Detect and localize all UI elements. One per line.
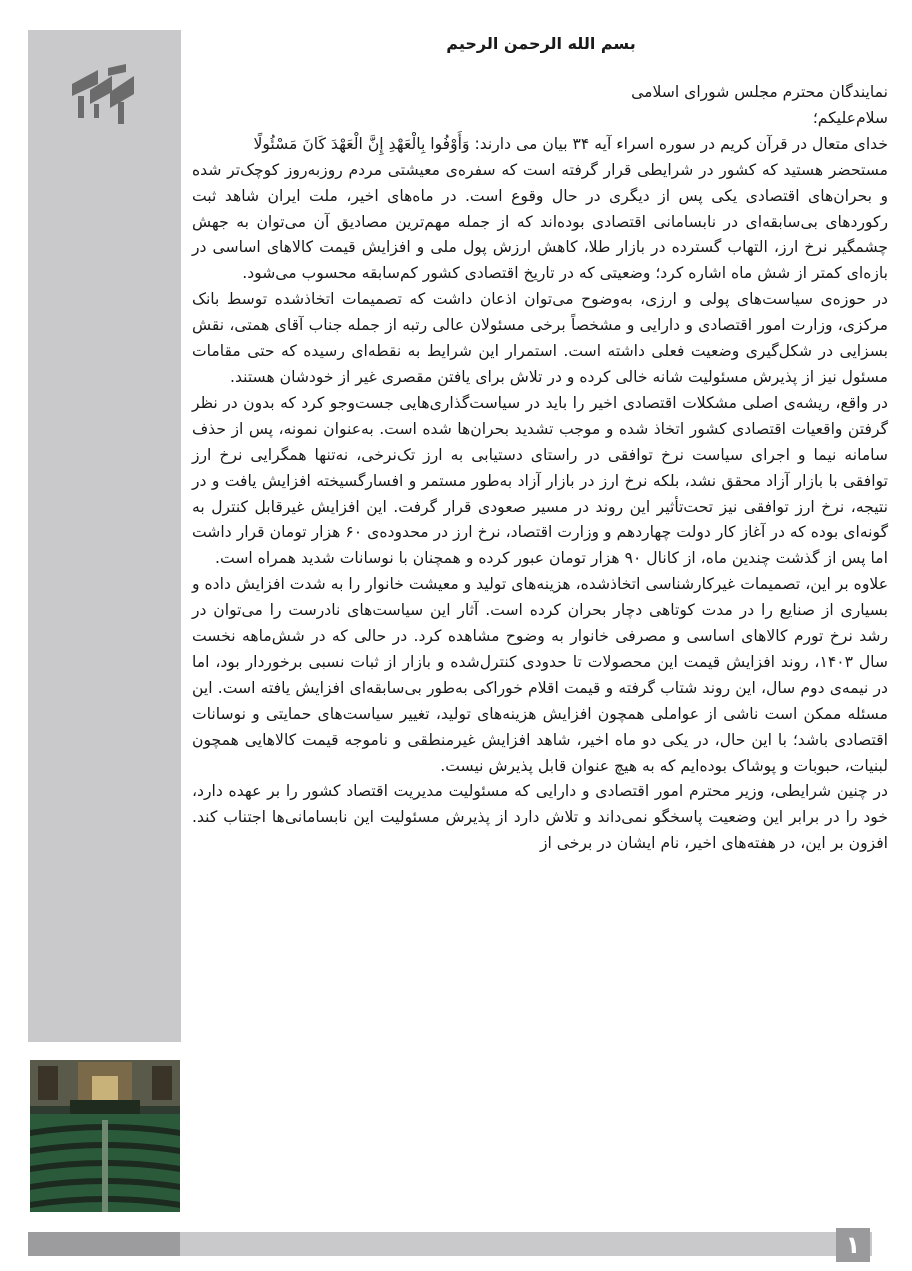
paragraph-1: خدای متعال در قرآن کریم در سوره اسراء آیه ۳۴ بیان می دارند: وَأَوْفُوا بِالْعَهْدِ إِنَّ الْعَهْدَ کَانَ مَسْئُولًا — [253, 134, 888, 153]
paragraph-2: مستحضر هستید که کشور در شرایطی قرار گرفته است که سفره‌ی معیشتی مردم روزبه‌روز کوچک‌تر شده و بحران‌های اقتصادی یکی پس از دیگری در حال وقوع است. در ماه‌های اخیر، ملت ایران شاهد ثبت رکوردهای بی‌سابقه‌ای در نابسامانی اقتصادی بوده‌اند که از جمله مهم‌ترین مصادیق آن می‌توان به جهش چشمگیر نرخ ارز، التهاب گسترده در بازار طلا، کاهش ارزش پول ملی و افزایش قیمت کالاهای اساسی در بازه‌ای کمتر از شش ماه اشاره کرد؛ وضعیتی که در تاریخ اقتصادی کشور کم‌سابقه محسوب می‌شود. — [192, 160, 888, 283]
footer-accent — [28, 1232, 180, 1256]
parliament-hall-photo — [30, 1060, 180, 1212]
paragraph-3: در حوزه‌ی سیاست‌های پولی و ارزی، به‌وضوح می‌توان اذعان داشت که تصمیمات اتخاذشده توسط بانک مرکزی، وزارت امور اقتصادی و دارایی و مشخصاً برخی مسئولان عالی رتبه از جمله جناب آقای همتی، نقش بسزایی در شکل‌گیری وضعیت فعلی داشته است. استمرار این شرایط به نقطه‌ای رسیده که حتی مقامات مسئول نیز از پذیرش مسئولیت شانه خالی کرده و در تلاش برای یافتن مقصری غیر از خودشان هستند. — [192, 290, 888, 386]
greeting: سلام‌علیکم؛ — [812, 108, 888, 127]
paragraph-4: در واقع، ریشه‌ی اصلی مشکلات اقتصادی اخیر را باید در سیاست‌گذاری‌هایی جست‌وجو کرد که بدون در نظر گرفتن واقعیات اقتصادی کشور اتخاذ شده و موجب تشدید بحران‌ها شده است. به‌عنوان نمونه، پس از حذف سامانه نیما و اجرای سیاست نرخ توافقی در راستای دستیابی به ارز تک‌نرخی، نه‌تنها همگرایی نرخ ارز توافقی با بازار آزاد محقق نشد، بلکه نرخ ارز در بازار آزاد به‌طور مستمر و افسارگسیخته افزایش یافت و در نتیجه، نرخ ارز توافقی نیز تحت‌تأثیر این روند در مسیر صعودی قرار گرفت. این افزایش غیرقابل کنترل به گونه‌ای بوده که در آغاز کار دولت چهاردهم و وزارت اقتصاد، نرخ ارز در محدوده‌ی ۶۰ هزار تومان قرار داشت اما پس از گذشت چندین ماه، از کانال ۹۰ هزار تومان عبور کرده و همچنان با نوسانات شدید همراه است. — [192, 393, 888, 568]
paragraph-6: در چنین شرایطی، وزیر محترم امور اقتصادی و دارایی که مسئولیت مدیریت اقتصاد کشور را بر عهده دارد، خود را در برابر این وضعیت پاسخگو نمی‌داند و تلاش دارد از پذیرش مسئولیت این نابسامانی‌ها اجتناب کند. افزون بر این، در هفته‌های اخیر، نام ایشان در برخی از — [192, 782, 888, 853]
page-number: ۱ — [836, 1228, 870, 1262]
letter-body — [192, 80, 888, 857]
paragraph-5: علاوه بر این، تصمیمات غیرکارشناسی اتخاذشده، هزینه‌های تولید و معیشت خانوار را به شدت افزایش داده و بسیاری از صنایع را در مدت کوتاهی دچار بحران کرده است. آثار این سیاست‌های نادرست را می‌توان در رشد نرخ تورم کالاهای اساسی و مصرفی خانوار به وضوح مشاهده کرد. در حالی که در شش‌ماهه نخست سال ۱۴۰۳، روند افزایش قیمت این محصولات تا حدودی کنترل‌شده و بازار از ثبات نسبی برخوردار بود، اما در نیمه‌ی دوم سال، این روند شتاب گرفته و قیمت اقلام خوراکی به‌طور بی‌سابقه‌ای افزایش یافته است. این مسئله ممکن است ناشی از عواملی همچون افزایش هزینه‌های تولید، تغییر سیاست‌های حمایتی و نوسانات اقتصادی باشد؛ با این حال، در یکی دو ماه اخیر، شاهد افزایش غیرمنطقی و ناموجه قیمت کالاهایی همچون لبنیات، حبوبات و پوشاک بوده‌ایم که به هیچ عنوان قابل پذیرش نیست. — [192, 575, 888, 775]
parliament-logo-icon — [68, 62, 144, 126]
sidebar-panel — [28, 30, 181, 1042]
addressee: نمایندگان محترم مجلس شورای اسلامی — [631, 83, 888, 101]
basmala-header: بسم الله الرحمن الرحیم — [446, 34, 636, 53]
